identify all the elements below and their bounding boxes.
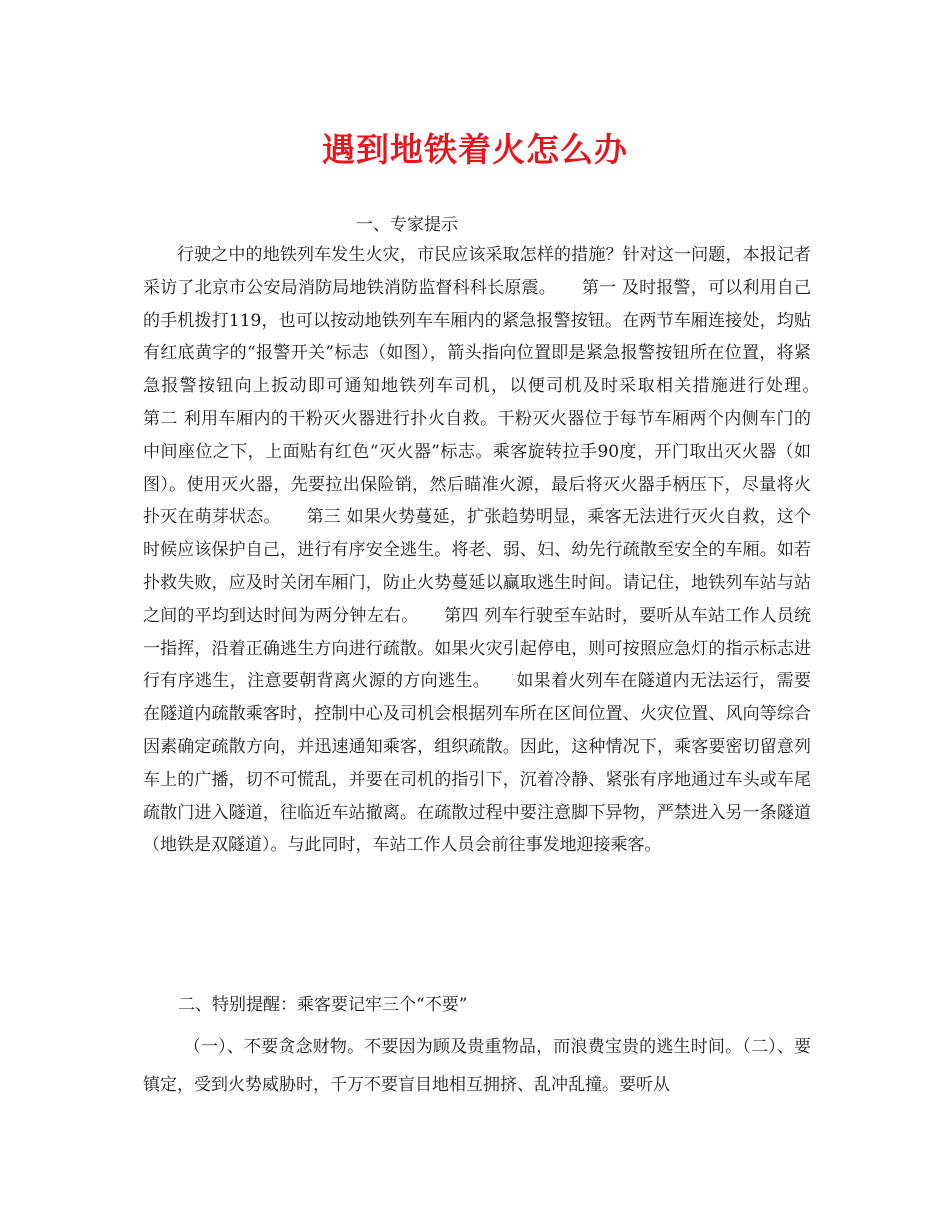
section-body-expert-tips: 行驶之中的地铁列车发生火灾，市民应该采取怎样的措施？针对这一问题，本报记者采访了北京市公安局消防局地铁消防监督科科长原震。 第一 及时报警，可以利用自己的手机拨打119，也可以按动地铁列车车厢内的紧急报警按钮。在两节车厢连接处，均贴有红底黄字的“报警开关”标志（如图），箭头指向位置即是紧急报警按钮所在位置，将紧急报警按钮向上扳动即可通知地铁列车司机，以便司机及时采取相关措施进行处理。 第二 利用车厢内的干粉灭火器进行扑火自救。干粉灭火器位于每节车厢两个内侧车门的中间座位之下，上面贴有红色“灭火器”标志。乘客旋转拉手90度，开门取出灭火器（如图）。使用灭火器，先要拉出保险销，然后瞄准火源，最后将灭火器手柄压下，尽量将火扑灭在萌芽状态。 第三 如果火势蔓延，扩张趋势明显，乘客无法进行灭火自救，这个时候应该保护自己，进行有序安全逃生。将老、弱、妇、幼先行疏散至安全的车厢。如若扑救失败，应及时关闭车厢门，防止火势蔓延以赢取逃生时间。请记住，地铁列车站与站之间的平均到达时间为两分钟左右。 第四 列车行驶至车站时，要听从车站工作人员统一指挥，沿着正确逃生方向进行疏散。如果火灾引起停电，则可按照应急灯的指示标志进行有序逃生，注意要朝背离火源的方向逃生。 如果着火列车在隧道内无法运行，需要在隧道内疏散乘客时，控制中心及司机会根据列车所在区间位置、火灾位置、风向等综合因素确定疏散方向，并迅速通知乘客，组织疏散。因此，这种情况下，乘客要密切留意列车上的广播，切不可慌乱，并要在司机的指引下，沉着冷静、紧张有序地通过车头或车尾疏散门进入隧道，往临近车站撤离。在疏散过程中要注意脚下异物，严禁进入另一条隧道（地铁是双隧道）。与此同时，车站工作人员会前往事发地迎接乘客。: [143, 245, 845, 856]
document-title: 遇到地铁着火怎么办: [322, 130, 628, 169]
section-body-special-reminder: （一）、不要贪念财物。不要因为顾及贵重物品，而浪费宝贵的逃生时间。（二）、要镇定，受到火势威胁时，千万不要盲目地相互拥挤、乱冲乱撞。要听从: [143, 1037, 811, 1095]
section-heading-special-reminder: 二、特别提醒：乘客要记牢三个“不要”: [178, 995, 468, 1015]
section-heading-expert-tips: 一、专家提示: [356, 215, 458, 235]
